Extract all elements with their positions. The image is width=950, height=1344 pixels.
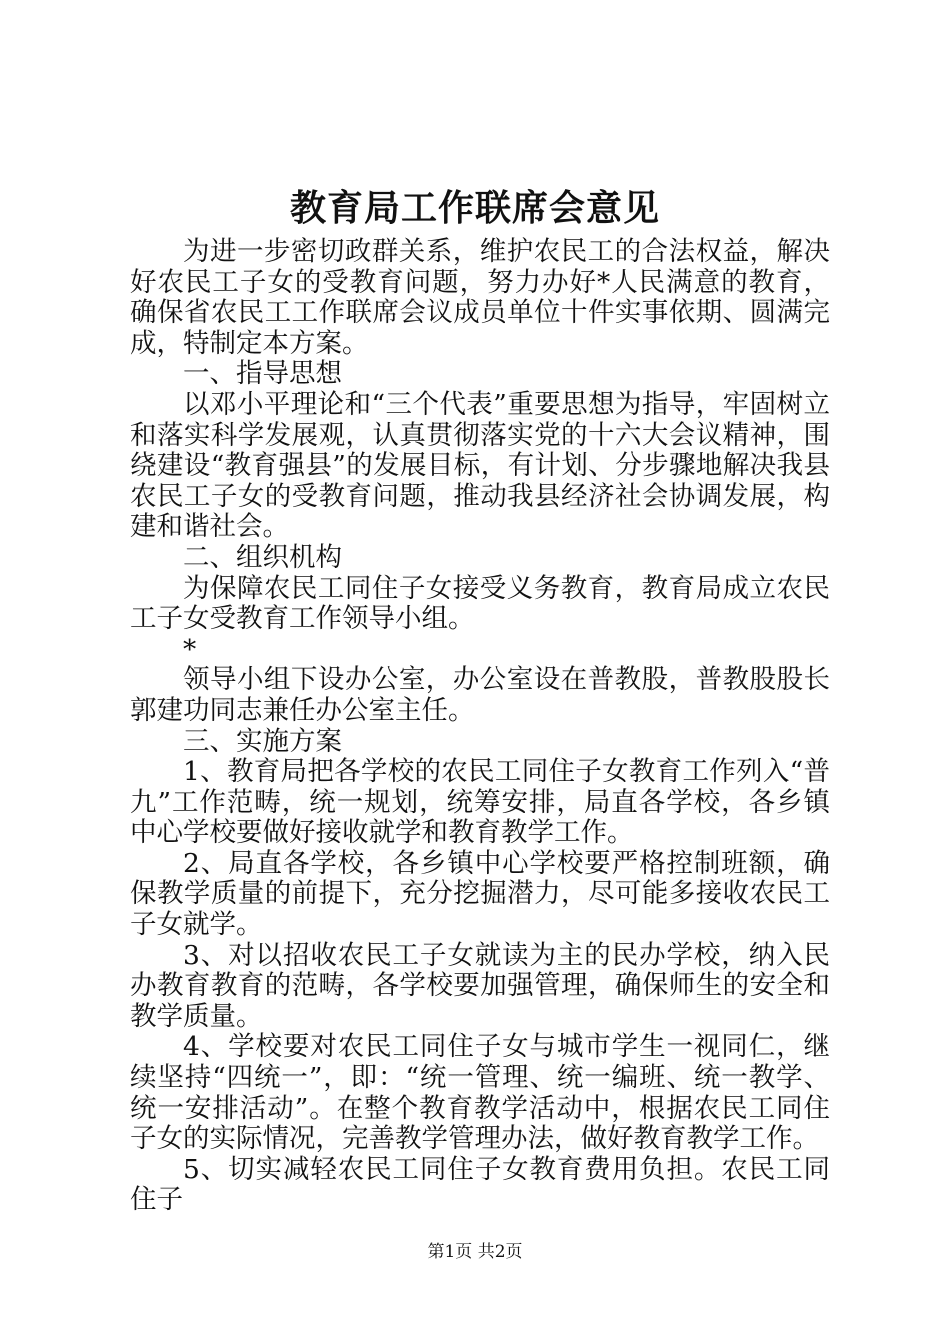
heading-organization: 二、组织机构 [183,541,342,573]
paragraph-organization: 为保障农民工同住子女接受义务教育，教育局成立农民工子女受教育工作领导小组。 [130,572,830,635]
paragraph-item-3: 3、对以招收农民工子女就读为主的民办学校，纳入民办教育教育的范畴，各学校要加强管理，确保师生的安全和教学质量。 [130,939,830,1032]
page-footer: 第1页 共2页 [427,1242,523,1262]
paragraph-item-5: 5、切实减轻农民工同住子女教育费用负担。农民工同住子 [130,1153,830,1216]
heading-guiding-ideology: 一、指导思想 [183,358,342,390]
paragraph-office: 领导小组下设办公室，办公室设在普教股，普教股股长郭建功同志兼任办公室主任。 [130,664,830,726]
paragraph-guiding-ideology: 以邓小平理论和“三个代表”重要思想为指导，牢固树立和落实科学发展观，认真贯彻落实党的十六大会议精神，围绕建设“教育强县”的发展目标，有计划、分步骤地解决我县农民工子女的受教育问题，推动我县经济社会协调发展，构建和谐社会。 [130,388,830,543]
paragraph-item-4: 4、学校要对农民工同住子女与城市学生一视同仁，继续坚持“四统一”，即：“统一管理、统一编班、统一教学、统一安排活动”。在整个教育教学活动中，根据农民工同住子女的实际情况，完善教学管理办法，做好教育教学工作。 [130,1031,830,1155]
paragraph-item-2: 2、局直各学校，各乡镇中心学校要严格控制班额，确保教学质量的前提下，充分挖掘潜力，尽可能多接收农民工子女就学。 [130,847,830,941]
paragraph-item-1: 1、教育局把各学校的农民工同住子女教育工作列入“普九”工作范畴，统一规划，统筹安排，局直各学校，各乡镇中心学校要做好接收就学和教育教学工作。 [130,756,830,849]
document-title: 教育局工作联席会意见 [289,187,660,229]
heading-implementation: 三、实施方案 [183,725,342,757]
document-body [130,237,830,1216]
paragraph-asterisk: * [183,633,197,665]
paragraph-intro: 为进一步密切政群关系，维护农民工的合法权益，解决好农民工子女的受教育问题，努力办好*人民满意的教育，确保省农民工工作联席会议成员单位十件实事依期、圆满完成，特制定本方案。 [130,236,830,359]
